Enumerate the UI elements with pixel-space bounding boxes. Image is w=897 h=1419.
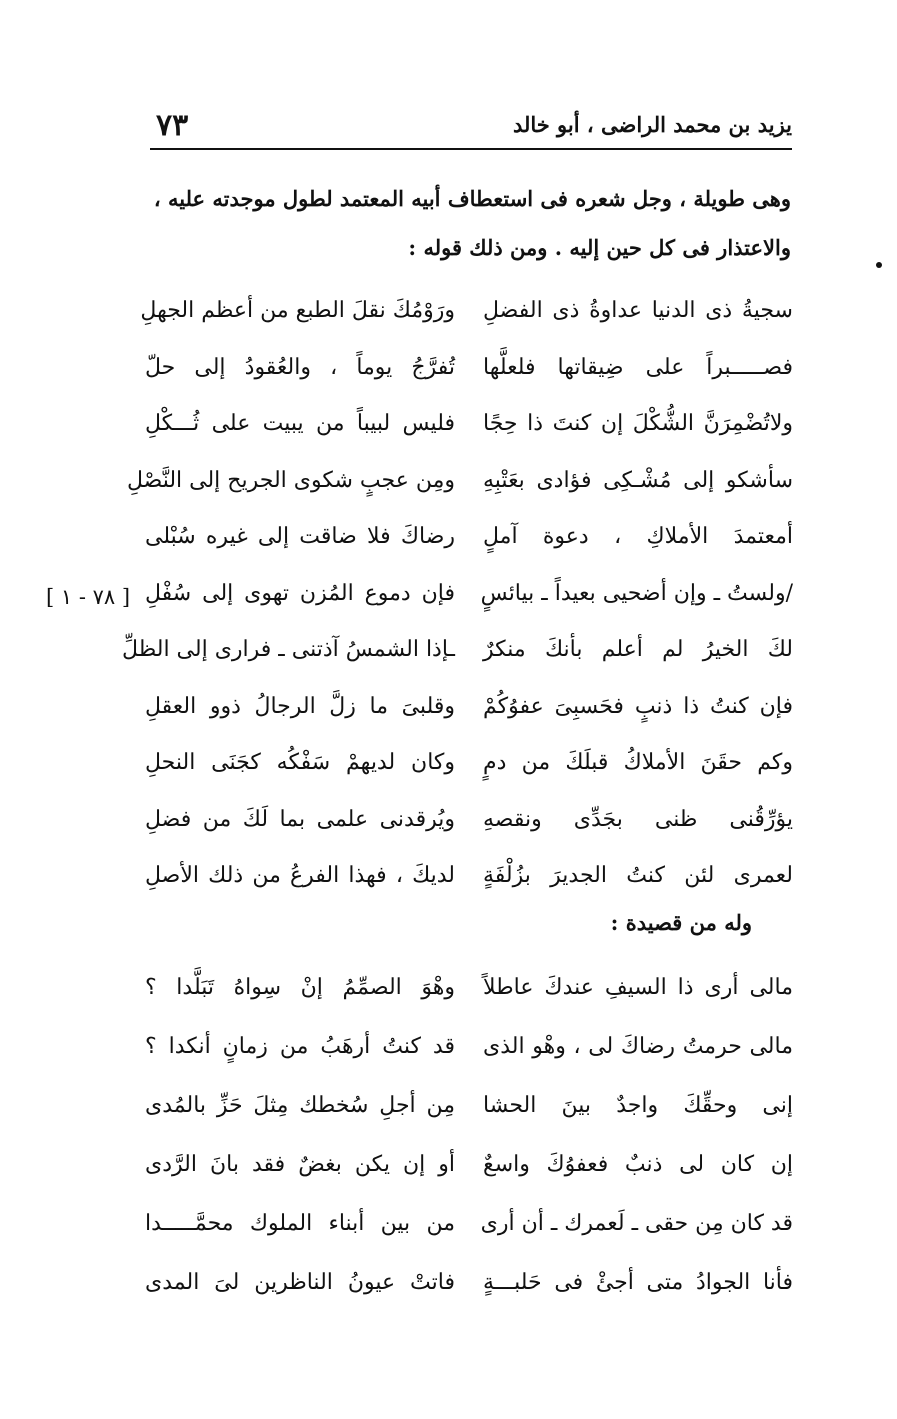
first-hemistich: وكم حقَنَ الأملاكُ قبلَكَ من دمٍ xyxy=(483,750,793,775)
first-hemistich: إن كان لى ذنبٌ فعفوُكَ واسعٌ xyxy=(483,1152,793,1177)
first-hemistich: لكَ الخيرُ لم أعلم بأنكَ منكرٌ xyxy=(483,637,793,662)
poem-1-verse xyxy=(145,694,793,734)
poem-2-verse xyxy=(145,975,793,1015)
first-hemistich: ولاتُضْمِرَنَّ الشُّكْلَ إن كنتَ ذا حِجًا xyxy=(483,411,793,436)
second-hemistich: من بين أبناء الملوك محمَّـــــدا xyxy=(145,1211,455,1236)
first-hemistich: لعمرى لئن كنتُ الجديرَ بزُلْفَةٍ xyxy=(483,863,793,888)
second-hemistich: ويُرقدنى علمى بما لَكَ من فضلِ xyxy=(145,806,455,832)
second-hemistich: وكان لديهمْ سَفْكُه كجَنَى النحلِ xyxy=(145,750,455,775)
first-hemistich: يؤرِّقُنى ظنى بجَدِّى ونقصهِ xyxy=(483,806,793,832)
poem-1-verse xyxy=(122,637,793,677)
second-hemistich: قد كنتُ أرهَبُ من زمانٍ أنكدا ؟ xyxy=(145,1034,455,1059)
poem-1-verse xyxy=(145,750,793,790)
intro-line-1: وهى طويلة ، وجل شعره فى استعطاف أبيه المعتمد لطول موجدته عليه ، xyxy=(153,186,791,211)
poem-1-verse xyxy=(145,807,793,847)
poem-1-verse xyxy=(145,411,793,451)
first-hemistich: مالى حرمتُ رضاكَ لى ، وهْو الذى xyxy=(483,1034,793,1059)
header-rule xyxy=(150,148,792,150)
second-hemistich: مِن أجلِ سُخطك مِثلَ حَزِّ بالمُدى xyxy=(145,1093,455,1118)
first-hemistich: فصـــــبراً على ضِيقاتها فلعلَّها xyxy=(483,354,793,380)
second-hemistich: فاتتْ عيونُ الناظرين لىَ المدى xyxy=(145,1270,455,1295)
poem-2-verse xyxy=(145,1152,793,1192)
margin-reference: [ ٧٨ - ١ ] xyxy=(46,585,131,609)
second-hemistich: فإن دموع المُزن تهوى إلى سُفْلِ xyxy=(145,580,455,606)
poem-2-verse xyxy=(145,1211,793,1251)
section-heading: وله من قصيدة : xyxy=(610,910,752,935)
first-hemistich: مالى أرى ذا السيفِ عندكَ عاطلاً xyxy=(483,975,793,1000)
second-hemistich: تُفرَّجُ يوماً ، والعُقودُ إلى حلّ xyxy=(145,354,455,380)
second-hemistich: ورَوْمُكَ نقلَ الطبع من أعظم الجهلِ xyxy=(140,298,455,323)
second-hemistich: ومِن عجبٍ شكوى الجريح إلى النَّصْلِ xyxy=(126,467,455,493)
margin-dot xyxy=(876,262,882,268)
second-hemistich: رضاكَ فلا ضاقت إلى غيره سُبْلى xyxy=(145,524,455,549)
poem-2-verse xyxy=(145,1093,793,1133)
first-hemistich: /ولستُ ـ وإن أضحيى بعيداً ـ بيائسٍ xyxy=(480,580,793,606)
page-number: ٧٣ xyxy=(156,108,189,143)
first-hemistich: أمعتمدَ الأملاكِ ، دعوة آملٍ xyxy=(483,524,793,549)
page-header xyxy=(150,108,792,148)
poem-1-verse xyxy=(140,298,793,338)
first-hemistich: إنى وحقِّكَ واجدٌ بينَ الحشا xyxy=(483,1093,793,1118)
second-hemistich: فليس لبيباً من يبيت على ثُـــكْلِ xyxy=(145,411,455,436)
poem-1-verse xyxy=(145,355,793,395)
poem-1-verse xyxy=(145,524,793,564)
first-hemistich: سجيةُ ذى الدنيا عداوةُ ذى الفضلِ xyxy=(483,298,793,323)
poem-1-verse xyxy=(145,863,793,903)
poem-1-verse xyxy=(126,467,793,508)
poem-1-verse xyxy=(145,581,793,621)
second-hemistich: أو إن يكن بغضٌ فقد بانَ الرَّدى xyxy=(145,1152,455,1177)
poem-2-verse xyxy=(145,1034,793,1074)
first-hemistich: سأشكو إلى مُشْـكِى فؤادى بعَتْبِهِ xyxy=(483,467,793,493)
second-hemistich: ـإذا الشمسُ آذتنى ـ فرارى إلى الظلِّ xyxy=(122,637,455,662)
first-hemistich: فإن كنتُ ذا ذنبٍ فحَسبِىَ عفوُكُمْ xyxy=(483,693,793,719)
intro-line-2: والاعتذار فى كل حين إليه . ومن ذلك قوله : xyxy=(408,235,791,260)
second-hemistich: لديكَ ، فهذا الفرعُ من ذلك الأصلِ xyxy=(145,863,455,888)
poem-2-verse xyxy=(145,1270,793,1310)
first-hemistich: فأنا الجوادُ متى أجئْ فى حَلبـــةٍ xyxy=(483,1270,793,1295)
second-hemistich: وهْوَ الصمِّمُ إنْ سِواهُ تَبَلَّدا ؟ xyxy=(145,975,455,1000)
second-hemistich: وقلبىَ ما زلَّ الرجالُ ذوو العقلِ xyxy=(145,693,455,719)
first-hemistich: قد كان مِن حقى ـ لَعمرك ـ أن أرى xyxy=(480,1211,793,1236)
running-title: يزيد بن محمد الراضى ، أبو خالد xyxy=(512,112,792,137)
